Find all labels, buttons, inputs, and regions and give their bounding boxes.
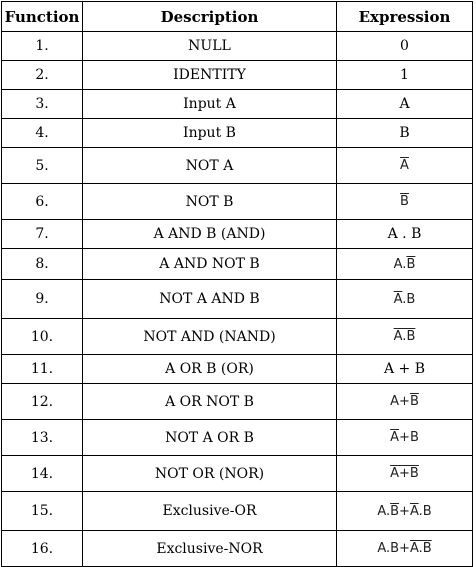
expr-fragment: $\overline{A}$ — [409, 503, 419, 519]
table-row — [2, 249, 473, 280]
table-row — [2, 492, 473, 531]
expr-fragment: $\overline{B}$ — [409, 394, 419, 409]
function-number: 1. — [2, 32, 83, 61]
function-description: A AND B (AND) — [83, 220, 337, 249]
expr-fragment: $\overline{B}$ — [406, 256, 416, 272]
expr-fragment: A.B+ — [377, 541, 410, 556]
function-expression — [337, 420, 473, 456]
function-description: NOT AND (NAND) — [83, 319, 337, 355]
expr-fragment: $\overline{A}$ — [390, 430, 400, 445]
function-number: 12. — [2, 384, 83, 420]
function-expression — [337, 384, 473, 420]
function-description: Exclusive-NOR — [83, 531, 337, 567]
table-row — [2, 456, 473, 492]
table-row — [2, 355, 473, 384]
function-description: NOT A — [83, 148, 337, 184]
expr-fragment: A. — [377, 503, 391, 519]
function-number: 13. — [2, 420, 83, 456]
function-description: NULL — [83, 32, 337, 61]
function-number: 2. — [2, 61, 83, 90]
function-expression: B — [337, 119, 473, 148]
table-row — [2, 384, 473, 420]
expr-fragment: +B — [399, 430, 419, 445]
function-number: 7. — [2, 220, 83, 249]
function-expression — [337, 492, 473, 531]
table-row — [2, 280, 473, 319]
table-row — [2, 119, 473, 148]
logic-functions-table — [1, 1, 473, 567]
expr-fragment: $\overline{B}$ — [390, 503, 400, 519]
expr-fragment: A+ — [390, 394, 410, 409]
header-description: Description — [83, 2, 337, 32]
function-description: Exclusive-OR — [83, 492, 337, 531]
function-number: 3. — [2, 90, 83, 119]
expr-fragment: .B — [402, 291, 416, 307]
table-row — [2, 319, 473, 355]
function-expression: A . B — [337, 220, 473, 249]
table-row — [2, 90, 473, 119]
function-number: 16. — [2, 531, 83, 567]
function-number: 5. — [2, 148, 83, 184]
table-row — [2, 531, 473, 567]
table-row — [2, 148, 473, 184]
header-expression: Expression — [337, 2, 473, 32]
function-number: 4. — [2, 119, 83, 148]
function-description: A AND NOT B — [83, 249, 337, 280]
function-number: 11. — [2, 355, 83, 384]
function-description: NOT A OR B — [83, 420, 337, 456]
function-number: 14. — [2, 456, 83, 492]
header-row — [2, 2, 473, 32]
function-number: 10. — [2, 319, 83, 355]
expr-fragment: A.B — [393, 329, 416, 344]
function-expression — [337, 249, 473, 280]
function-expression — [337, 184, 473, 220]
function-description: A OR NOT B — [83, 384, 337, 420]
expr-fragment: A.B — [409, 541, 432, 556]
expr-fragment: A+B — [390, 466, 419, 481]
expr-fragment: + — [399, 503, 410, 519]
function-number: 9. — [2, 280, 83, 319]
table-row — [2, 420, 473, 456]
function-description: Input A — [83, 90, 337, 119]
expr-fragment: .B — [418, 503, 432, 519]
function-number: 15. — [2, 492, 83, 531]
function-number: 6. — [2, 184, 83, 220]
header-function: Function — [2, 2, 83, 32]
function-expression — [337, 280, 473, 319]
function-expression — [337, 531, 473, 567]
function-description: NOT OR (NOR) — [83, 456, 337, 492]
expr-fragment: $\overline{A}$ — [400, 158, 409, 173]
function-expression: 1 — [337, 61, 473, 90]
function-expression — [337, 456, 473, 492]
expr-fragment: A. — [393, 256, 407, 272]
function-description: IDENTITY — [83, 61, 337, 90]
function-description: Input B — [83, 119, 337, 148]
table-row — [2, 184, 473, 220]
function-description: A OR B (OR) — [83, 355, 337, 384]
function-description: NOT A AND B — [83, 280, 337, 319]
function-expression: A + B — [337, 355, 473, 384]
function-expression — [337, 148, 473, 184]
function-expression: 0 — [337, 32, 473, 61]
expr-fragment: $\overline{B}$ — [400, 194, 409, 209]
table-row — [2, 61, 473, 90]
function-number: 8. — [2, 249, 83, 280]
function-expression — [337, 319, 473, 355]
expr-fragment: $\overline{A}$ — [393, 291, 403, 307]
function-expression: A — [337, 90, 473, 119]
table-row — [2, 32, 473, 61]
function-description: NOT B — [83, 184, 337, 220]
table-row — [2, 220, 473, 249]
